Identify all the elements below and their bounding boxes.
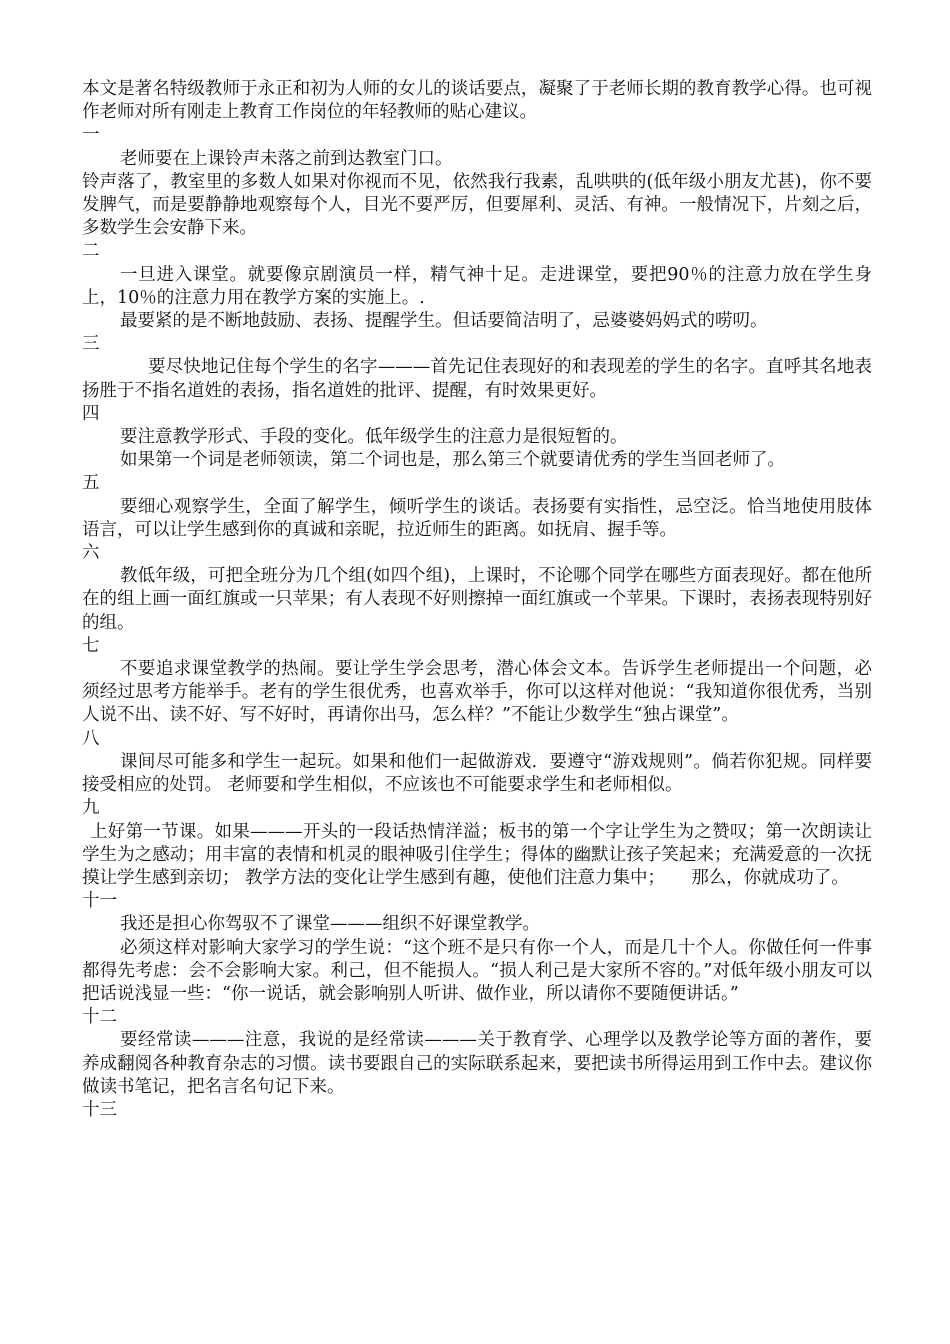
section-heading-7: 七 [82, 635, 100, 656]
paragraph: 我还是担心你驾驭不了课堂———组织不好课堂教学。 [120, 914, 540, 935]
paragraph: 课间尽可能多和学生一起玩。如果和他们一起做游戏．要遵守“游戏规则”。倘若你犯规。同样要接受相应的处罚。 老师要和学生相似，不应该也不可能要求学生和老师相似。 [82, 751, 872, 796]
paragraph: 必须这样对影响大家学习的学生说：“这个班不是只有你一个人，而是几十个人。你做任何一件事都得先考虑：会不会影响大家。利己，但不能损人。“损人利己是大家所不容的。”对低年级小朋友可以把话说浅显一些：“你一说话，就会影响别人听讲、做作业，所以请你不要随便讲话。” [82, 937, 872, 1004]
paragraph: 最要紧的是不断地鼓励、表扬、提醒学生。但话要简洁明了，忌婆婆妈妈式的唠叨。 [120, 311, 768, 332]
paragraph: 上好第一节课。如果———开头的一段话热情洋溢；板书的第一个字让学生为之赞叹；第一次朗读让学生为之感动；用丰富的表情和机灵的眼神吸引住学生；得体的幽默让孩子笑起来；充满爱意的一次抚摸让学生感到亲切； 教学方法的变化让学生感到有趣，使他们注意力集中； 那么，你就成功了。 [82, 821, 872, 888]
paragraph: 一旦进入课堂。就要像京剧演员一样，精气神十足。走进课堂，要把90％的注意力放在学生身上，10％的注意力用在教学方案的实施上。. [82, 264, 872, 308]
paragraph: 要细心观察学生，全面了解学生，倾听学生的谈话。表扬要有实指性，忌空泛。恰当地使用肢体语言，可以让学生感到你的真诚和亲昵，拉近师生的距离。如抚肩、握手等。 [82, 496, 872, 540]
section-heading-13: 十三 [82, 1099, 117, 1120]
section-heading-3: 三 [82, 334, 100, 355]
section-heading-1: 一 [82, 125, 100, 146]
paragraph: 要注意教学形式、手段的变化。低年级学生的注意力是很短暂的。 [120, 427, 628, 448]
paragraph: 老师要在上课铃声未落之前到达教室门口。 [120, 148, 453, 169]
paragraph: 要经常读———注意，我说的是经常读———关于教育学、心理学以及教学论等方面的著作，要养成翻阅各种教育杂志的习惯。读书要跟自己的实际联系起来，要把读书所得运用到工作中去。建议你做读书笔记，把名言名句记下来。 [82, 1030, 872, 1097]
section-heading-8: 八 [82, 728, 100, 749]
paragraph: 不要追求课堂教学的热闹。要让学生学会思考，潜心体会文本。告诉学生老师提出一个问题，必须经过思考方能举手。老有的学生很优秀，也喜欢举手，你可以这样对他说：“我知道你很优秀，当别人说不出、读不好、写不好时，再请你出马，怎么样？”不能让少数学生“独占课堂”。 [82, 659, 872, 726]
paragraph: 教低年级，可把全班分为几个组(如四个组)，上课时，不论哪个同学在哪些方面表现好。都在他所在的组上画一面红旗或一只苹果；有人表现不好则擦掉一面红旗或一个苹果。下课时，表扬表现特别好的组。 [82, 566, 872, 633]
paragraph: 要尽快地记住每个学生的名字———首先记住表现好的和表现差的学生的名字。直呼其名地表扬胜于不指名道姓的表扬，指名道姓的批评、提醒，有时效果更好。 [82, 357, 872, 401]
section-heading-12: 十二 [82, 1007, 117, 1028]
section-heading-9: 九 [82, 798, 100, 819]
section-heading-11: 十一 [82, 891, 117, 912]
intro-paragraph: 本文是著名特级教师于永正和初为人师的女儿的谈话要点，凝聚了于老师长期的教育教学心得。也可视作老师对所有刚走上教育工作岗位的年轻教师的贴心建议。 [82, 79, 872, 123]
section-heading-5: 五 [82, 473, 100, 494]
section-heading-6: 六 [82, 543, 100, 564]
paragraph: 如果第一个词是老师领读，第二个词也是，那么第三个就要请优秀的学生当回老师了。 [120, 450, 785, 471]
section-heading-4: 四 [82, 403, 100, 424]
paragraph: 铃声落了，教室里的多数人如果对你视而不见，依然我行我素，乱哄哄的(低年级小朋友尤甚)，你不要发脾气，而是要静静地观察每个人，目光不要严厉，但要犀利、灵活、有神。一般情况下，片刻之后，多数学生会安静下来。 [82, 171, 872, 239]
document-body [82, 78, 872, 1122]
section-heading-2: 二 [82, 241, 100, 262]
